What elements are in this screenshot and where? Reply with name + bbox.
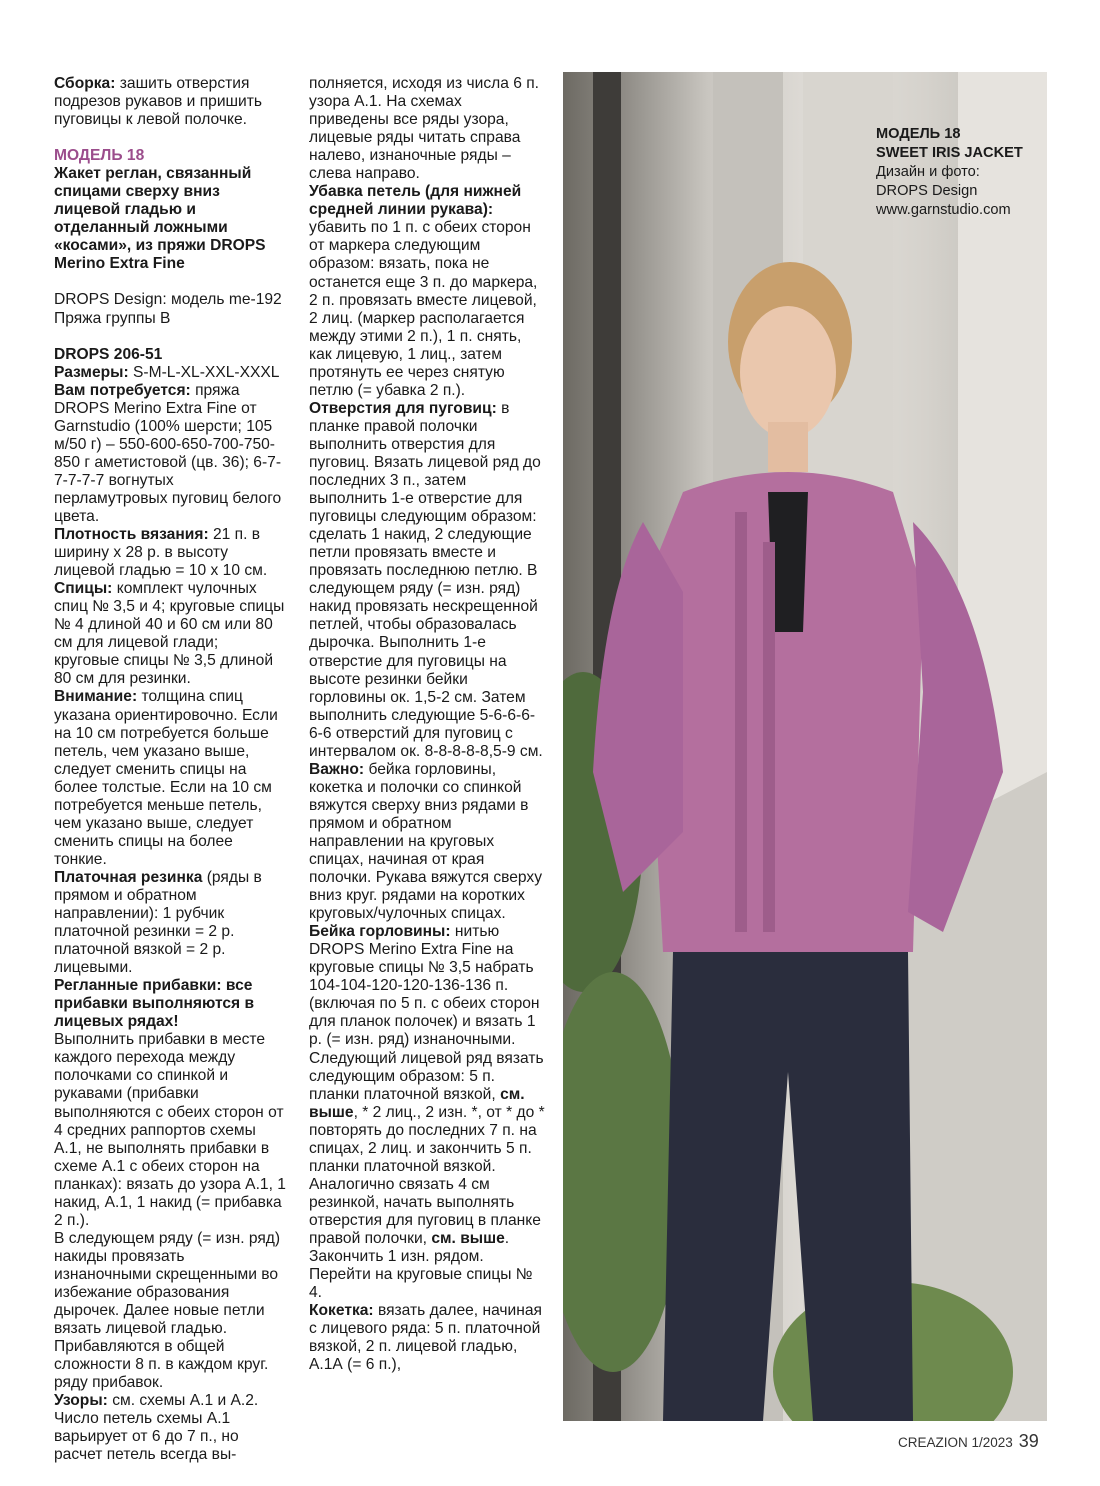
text-run: Следующий лицевой ряд вязать следующим образом: 5 п. планки платочной вязкой, bbox=[309, 1049, 544, 1103]
bold-run: Узоры: bbox=[54, 1392, 108, 1410]
caption-title: SWEET IRIS JACKET bbox=[876, 145, 1023, 161]
text-run: 21 п. в ширину х 28 р. в высоту лицевой гладью = 10 х 10 см. bbox=[54, 526, 268, 580]
text-run: (ряды в прямом и обратном направлении): 1 рубчик платочной резинки = 2 р. платочной вязкой = 2 р. лицевыми. bbox=[54, 868, 262, 977]
paragraph bbox=[309, 1050, 545, 1176]
bold-run: Сборка: bbox=[54, 75, 116, 92]
paragraph bbox=[54, 346, 286, 364]
bold-run: Внимание: bbox=[54, 688, 138, 706]
text-column-left bbox=[54, 75, 286, 1464]
section-heading: МОДЕЛЬ 18 bbox=[54, 147, 145, 165]
caption-url: www.garnstudio.com bbox=[876, 202, 1011, 218]
paragraph bbox=[54, 977, 286, 1031]
paragraph-gap bbox=[54, 129, 286, 147]
text-run: S-M-L-XL-XXL-XXXL bbox=[128, 363, 280, 381]
text-run: , * 2 лиц., 2 изн. *, от * до * повторять до последних 7 п. на спицах, 2 лиц. и закончить 5 п. планки платочной вязкой. bbox=[309, 1103, 545, 1175]
paragraph bbox=[54, 1392, 286, 1464]
text-run: нитью DROPS Merino Extra Fine на круговые спицы № 3,5 набрать 104-104-120-120-136-136 п. (включая по 5 п. с обеих сторон для планок полочек) и вязать 1 р. (= изн. ряд) изнаночными. bbox=[309, 923, 540, 1049]
bold-run: Платочная резинка bbox=[54, 868, 203, 886]
text-run: убавить по 1 п. с обеих сторон от маркера следующим образом: вязать, пока не останется еще 3 п. до маркера, 2 п. провязать вместе лицевой, 2 лиц. (маркер располагается между этими 2 п.), 1 п. снять, как лицевую, 1 лиц., затем протянуть ее через снятую петлю (= убавка 2 п.). bbox=[309, 219, 538, 399]
bold-run: Важно: bbox=[309, 760, 365, 778]
text-run: Выполнить прибавки в месте каждого перехода между полочками со спинкой и рукавами (прибавки выполняются с обеих сторон от 4 средних раппортов схемы А.1, не выполнять прибавки в схеме А.1 с обеих сторон на планках): вязать до узора А.1, 1 накид, А.1, 1 накид (= прибавка 2 п.). bbox=[54, 1031, 286, 1229]
bold-run: Бейка горловины: bbox=[309, 923, 451, 941]
paragraph-gap bbox=[54, 328, 286, 346]
text-run: Пряжа группы B bbox=[54, 309, 171, 327]
paragraph bbox=[54, 1230, 286, 1392]
paragraph bbox=[54, 1031, 286, 1230]
text-run: полняется, исходя из числа 6 п. узора А.1. На схемах приведены все ряды узора, лицевые ряды читать справа налево, изнаночные ряды – слева направо. bbox=[309, 75, 539, 183]
paragraph bbox=[54, 580, 286, 688]
text-run: DROPS Design: модель me-192 bbox=[54, 291, 282, 309]
bold-run: Размеры: bbox=[54, 363, 129, 381]
paragraph bbox=[309, 923, 545, 1049]
text-run: толщина спиц указана ориентировочно. Если на 10 см потребуется больше петель, чем указано выше, следует сменить спицы на более толстые. Если на 10 см потребуется меньше петель, чем указано выше, следует сменить спицы на более тонкие. bbox=[54, 688, 278, 868]
paragraph bbox=[54, 869, 286, 977]
bold-run: см. выше bbox=[431, 1230, 505, 1247]
text-column-middle bbox=[309, 75, 545, 1374]
text-run: вязать далее, начиная с лицевого ряда: 5 п. платочной вязкой, 2 п. лицевой гладью, А.1А (= 6 п.), bbox=[309, 1302, 542, 1374]
paragraph bbox=[309, 1302, 545, 1374]
paragraph-gap bbox=[54, 273, 286, 291]
caption-model: МОДЕЛЬ 18 bbox=[876, 126, 961, 142]
paragraph bbox=[54, 364, 286, 382]
paragraph bbox=[309, 761, 545, 923]
text-run: зашить отверстия подрезов рукавов и пришить пуговицы к левой полочке. bbox=[54, 75, 263, 129]
paragraph bbox=[54, 382, 286, 526]
text-run: в планке правой полочки выполнить отверстия для пуговиц. Вязать лицевой ряд до последних 3 п., затем выполнить 1-е отверстие для пуговицы следующим образом: сделать 1 накид, 2 следующие петли провязать вместе и провязать последнюю петлю. В следующем ряду (= изн. ряд) накид провязать нескрещенной петлей, чтобы образовалась дырочка. Выполнить 1-е отверстие для пуговицы на высоте резинки бейки горловины ок. 1,5-2 см. Затем выполнить следующие 5-6-6-6-6-6 отверстий для пуговиц с интервалом ок. 8-8-8-8-8,5-9 см. bbox=[309, 399, 543, 760]
paragraph bbox=[54, 310, 286, 328]
text-run: комплект чулочных спиц № 3,5 и 4; круговые спицы № 4 длиной 40 и 60 см или 80 см для лицевой глади; круговые спицы № 3,5 длиной 80 см для резинки. bbox=[54, 580, 285, 688]
bold-run: Убавка петель (для нижней средней линии рукава): bbox=[309, 183, 522, 219]
magazine-issue: CREAZION 1/2023 bbox=[898, 1435, 1013, 1450]
text-run: В следующем ряду (= изн. ряд) накиды провязать изнаночными скрещенными во избежание образования дырочек. Далее новые петли вязать лицевой гладью. Прибавляются в общей сложности 8 п. в каждом круг. ряду прибавок. bbox=[54, 1229, 281, 1392]
bold-run: Спицы: bbox=[54, 580, 113, 598]
text-run: . Закончить 1 изн. рядом. Перейти на круговые спицы № 4. bbox=[309, 1230, 533, 1302]
paragraph bbox=[54, 165, 286, 273]
paragraph bbox=[54, 147, 286, 165]
paragraph bbox=[54, 291, 286, 309]
text-run: см. схемы А.1 и А.2. Число петель схемы А.1 варьирует от 6 до 7 п., но расчет петель всегда вы- bbox=[54, 1392, 259, 1464]
bold-run: DROPS 206-51 bbox=[54, 345, 163, 363]
paragraph bbox=[54, 526, 286, 580]
paragraph bbox=[309, 75, 545, 183]
bold-run: Отверстия для пуговиц: bbox=[309, 399, 497, 417]
page-footer bbox=[898, 1431, 1048, 1452]
paragraph bbox=[309, 183, 545, 400]
bold-run: Регланные прибавки: все прибавки выполняются в лицевых рядах! bbox=[54, 977, 255, 1031]
paragraph bbox=[54, 75, 286, 129]
paragraph bbox=[309, 400, 545, 761]
bold-run: Вам потребуется: bbox=[54, 381, 191, 399]
caption-design-label: Дизайн и фото: bbox=[876, 164, 980, 180]
model-photo bbox=[563, 72, 1047, 1421]
caption-design-name: DROPS Design bbox=[876, 183, 978, 199]
photo-caption bbox=[876, 125, 1046, 220]
page-number: 39 bbox=[1018, 1431, 1039, 1451]
model-photo-illustration bbox=[563, 72, 1047, 1421]
bold-run: Жакет реглан, связанный спицами сверху вниз лицевой гладью и отделанный ложными «косами», из пряжи DROPS Merino Extra Fine bbox=[54, 165, 266, 273]
bold-run: Кокетка: bbox=[309, 1302, 374, 1320]
text-run: Аналогично связать 4 см резинкой, начать выполнять отверстия для пуговиц в планке правой полочки, bbox=[309, 1175, 541, 1247]
bold-run: см. выше bbox=[309, 1085, 525, 1121]
text-run: пряжа DROPS Merino Extra Fine от Garnstudio (100% шерсти; 105 м/50 г) – 550-600-650-700-750-850 г аметистовой (цв. 36); 6-7-7-7-7-7 вогнутых перламутровых пуговиц белого цвета. bbox=[54, 381, 282, 525]
bold-run: Плотность вязания: bbox=[54, 526, 209, 544]
text-run: бейка горловины, кокетка и полочки со спинкой вяжутся сверху вниз рядами в прямом и обратном направлении на круговых спицах, начиная от края полочки. Рукава вяжутся сверху вниз круг. рядами на коротких круговых/чулочных спицах. bbox=[309, 760, 543, 923]
paragraph bbox=[54, 688, 286, 868]
paragraph bbox=[309, 1176, 545, 1302]
